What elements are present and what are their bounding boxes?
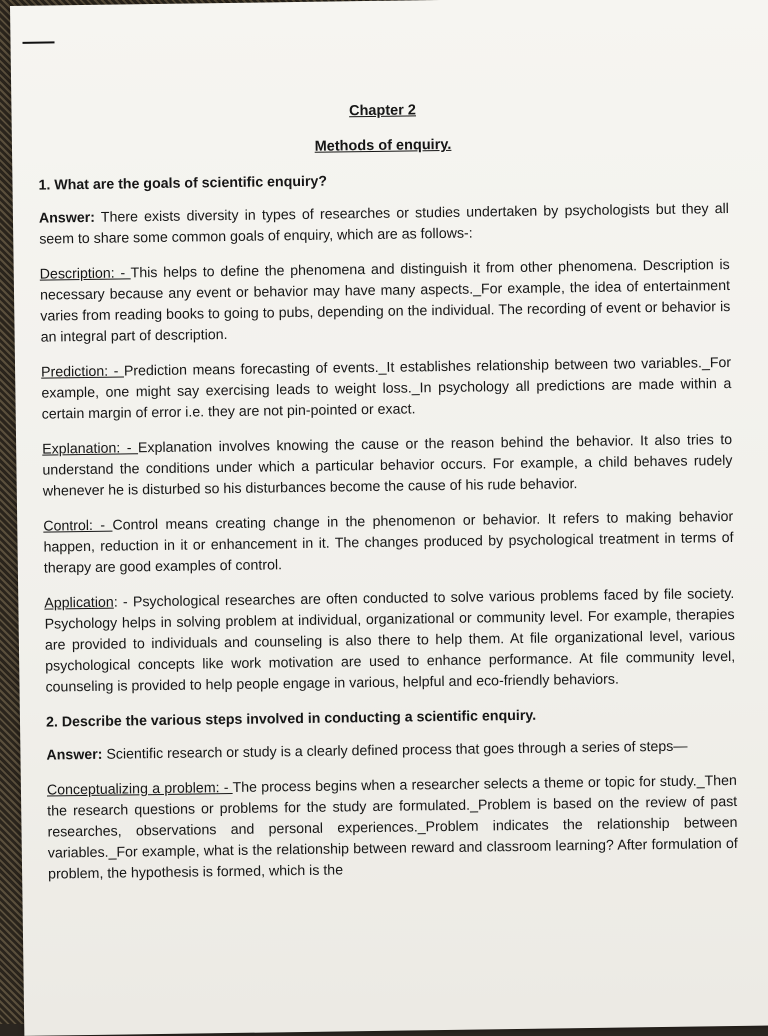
section-control — [43, 507, 734, 580]
section-term: Description: - — [39, 265, 131, 283]
section-term: Prediction: - — [41, 363, 125, 381]
section-term: Control: - — [43, 517, 113, 535]
section-text: Control means creating change in the phenomenon or behavior. It refers to making behavior happen, reduction in it or enhancement in it. The changes produced by psychological treatment in terms of therapy are good examples of control. — [43, 508, 734, 577]
chapter-title: Chapter 2 — [348, 102, 417, 120]
section-description — [40, 255, 731, 349]
question-1: 1. What are the goals of scientific enquiry? — [38, 173, 328, 194]
section-prediction — [41, 353, 732, 426]
section-term: Application — [44, 594, 114, 612]
answer-text: There exists diversity in types of researches or studies undertaken by psychologists but they all seem to share some common goals of enquiry, which are as follows-: — [39, 200, 730, 248]
section-term: Conceptualizing a problem: - — [46, 779, 233, 799]
answer-label: Answer: — [46, 746, 103, 764]
question-2: 2. Describe the various steps involved in conducting a scientific enquiry. — [45, 707, 537, 731]
section-text: Explanation involves knowing the cause or the reason behind the behavior. It also tries to understand the conditions under which a particular behavior occurs. For example, a child behaves rudely whenever he is disturbed so his disturbances become the cause of his rude behavior. — [42, 431, 733, 500]
section-application — [44, 584, 735, 699]
answer-2 — [46, 736, 736, 767]
section-text: The process begins when a researcher selects a theme or topic for study._Then the research questions or problems for the study are formulated._Problem is based on the review of past researches, observations and personal experiences._Problem indicates the relationship between variables._For example, what is the relationship between reward and classroom learning? After formulation of problem, the hypothesis is formed, which is the — [47, 772, 738, 883]
section-term: Explanation: - — [42, 440, 139, 458]
section-conceptualizing — [47, 771, 738, 886]
answer-text: Scientific research or study is a clearly defined process that goes through a series of steps— — [102, 738, 688, 763]
answer-label: Answer: — [38, 209, 96, 227]
document-body — [37, 96, 738, 900]
corner-dash-mark — [23, 41, 55, 43]
section-text: Prediction means forecasting of events._It establishes relationship between two variables._For example, one might say exercising leads to weight loss._In psychology all predictions are made within a certain margin of error i.e. they are not pin-pointed or exact. — [41, 354, 732, 423]
chapter-subtitle: Methods of enquiry. — [314, 136, 452, 155]
document-page — [10, 0, 768, 1036]
section-text: : - Psychological researches are often conducted to solve various problems faced by file society. Psychology helps in solving problem at individual, organizational or community level. For example, therapies are provided to individuals and counseling is also there to help them. At file organizational level, various psychological concepts like work motivation are used to enhance performance. At file community level, counseling is provided to help people engage in various, helpful and eco-friendly behaviors. — [44, 585, 736, 696]
answer-1 — [39, 199, 730, 251]
section-explanation — [42, 430, 733, 503]
section-text: This helps to define the phenomena and distinguish it from other phenomena. Description is necessary because any event or behavior may have many aspects._For example, the idea of entertainment varies from reading books to going to pubs, depending on the individual. The recording of event or behavior is an integral part of description. — [39, 256, 731, 346]
